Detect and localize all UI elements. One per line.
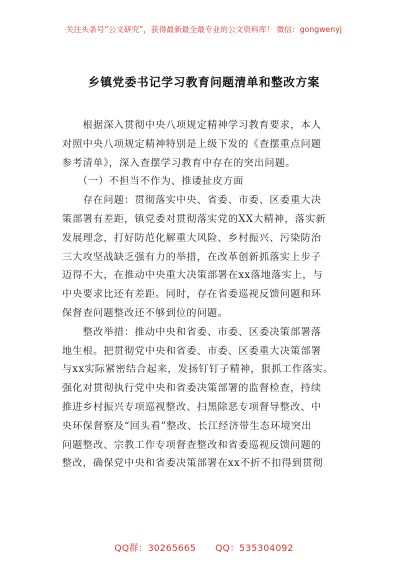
body-line: 推进乡村振兴专项巡视整改、扫黑除恶专项督导整改、中 [62, 401, 322, 413]
body-line: 保督查问题整改还不够到位的问题。 [62, 307, 229, 319]
body-line: 整改，确保党中央和省委决策部署在xx不折不扣得到贯彻 [62, 458, 324, 470]
body-line: 三大攻坚战缺乏强有力的举措，在改革创新抓落实上步子 [62, 251, 322, 263]
body-line: 根据深入贯彻中央八项规定精神学习教育要求，本人 [62, 120, 322, 131]
body-line: 发展理念，打好防范化解重大风险、乡村振兴、污染防治 [62, 232, 322, 244]
body-line: 存在问题：贯彻落实中央、省委、市委、区委重大决 [62, 195, 322, 207]
body-line: 参考清单》，深入查摆学习教育中存在的突出问题。 [62, 157, 296, 169]
body-line: 对照中央八项规定精神特别是上级下发的《查摆重点问题 [62, 138, 322, 150]
body-line: 中央要求比还有差距。同时，存在省委巡视反馈问题和环 [62, 289, 322, 301]
contact-footer [0, 541, 408, 554]
qq-group-number: QQ群：30265665 [114, 544, 197, 554]
body-line: 地生根。把贯彻党中央和省委、市委、区委重大决策部署 [62, 345, 322, 357]
promo-banner: 关注头条号“公文研究”，获得最新最全最专业的公文资料库！ 微信：gongwenyj [66, 25, 342, 34]
document-body [62, 117, 352, 474]
body-line: 问题整改、宗教工作专项督查整改和省委巡视反馈问题的 [62, 439, 322, 451]
body-line: 强化对贯彻执行党中央和省委决策部署的监督检查，持续 [62, 383, 322, 395]
body-line: 央环保督察及“回头看”整改、长江经济带生态环境突出 [62, 420, 312, 432]
body-line: 整改举措：推动中央和省委、市委、区委决策部署落 [62, 326, 322, 338]
section-heading: （一）不担当不作为、推诿扯皮方面 [62, 176, 244, 188]
document-title: 乡镇党委书记学习教育问题清单和整改方案 [88, 75, 320, 89]
body-line: 与xx实际紧密结合起来，发扬钉钉子精神，狠抓工作落实。 [62, 364, 334, 376]
body-line: 迈得不大，在推动中央重大决策部署在xx落地落实上，与 [62, 270, 324, 282]
body-line: 策部署有差距，镇党委对贯彻落实党的XX大精神，落实新 [62, 213, 327, 225]
qq-number: QQ：535304092 [215, 544, 294, 554]
